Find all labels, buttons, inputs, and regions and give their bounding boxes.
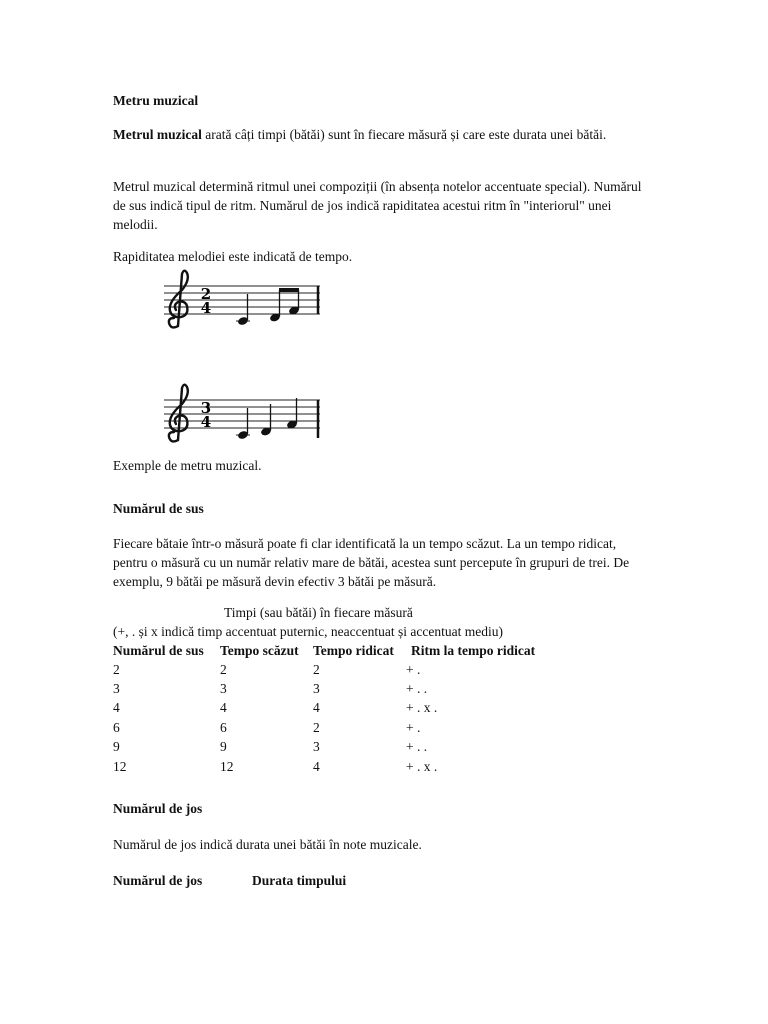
header-numarul-de-jos: Numărul de jos — [113, 873, 203, 888]
header-tempo-scazut: Tempo scăzut — [220, 643, 299, 658]
table-row — [113, 679, 573, 699]
paragraph-tempo-groups: Fiecare bătaie într-o măsură poate fi clar identificată la un tempo scăzut. La un tempo ridicat, pentru o măsură cu un număr relativ mare de bătăi, acestea sunt percepute în grupuri de trei. De exemplu, 9 bătăi pe măsură devin efectiv 3 bătăi pe măsură. — [113, 536, 630, 589]
cell: + . — [406, 720, 421, 735]
cell: 9 — [220, 739, 227, 754]
cell: 2 — [220, 662, 227, 677]
table-caption: Timpi (sau bătăi) în fiecare măsură — [224, 605, 413, 620]
paragraph-bottom-number: Numărul de jos indică durata unei bătăi în note muzicale. — [113, 837, 422, 852]
table-legend: (+, . și x indică timp accentuat puternic, neaccentuat și accentuat mediu) — [113, 624, 503, 639]
time-signature-top: 3 — [200, 399, 212, 417]
note-c-quarter — [236, 294, 250, 326]
table-row — [113, 737, 573, 757]
table-row — [113, 718, 573, 738]
page-title: Metru muzical — [113, 93, 199, 108]
cell: 4 — [113, 700, 120, 715]
note-d-eighth — [269, 290, 281, 323]
note-c-quarter — [236, 408, 250, 440]
cell: 3 — [313, 739, 320, 754]
cell: + . x . — [406, 700, 438, 715]
note-f-eighth — [288, 290, 300, 316]
header-ritm: Ritm la tempo ridicat — [411, 643, 536, 658]
section-heading-sus: Numărul de sus — [113, 501, 204, 516]
cell: 9 — [113, 739, 120, 754]
cell: 2 — [313, 662, 320, 677]
cell: + . . — [406, 739, 428, 754]
table-row — [113, 660, 573, 680]
staff-example-2-4 — [158, 268, 328, 338]
section-heading-jos: Numărul de jos — [113, 801, 203, 816]
paragraph-tempo: Rapiditatea melodiei este indicată de tempo. — [113, 249, 353, 264]
cell: 4 — [220, 700, 227, 715]
time-signature-bottom: 4 — [200, 413, 212, 431]
cell: 6 — [113, 720, 120, 735]
cell: 4 — [313, 759, 320, 774]
cell: 3 — [113, 681, 120, 696]
paragraph-meter-explanation: Metrul muzical determină ritmul unei compoziții (în absența notelor accentuate special). Numărul de sus indică tipul de ritm. Numărul de jos indică rapiditatea acestui ritm în "interiorul" unei melodii. — [113, 179, 642, 232]
table2-header — [113, 871, 573, 891]
cell: 12 — [113, 759, 127, 774]
note-d-quarter — [260, 404, 272, 437]
staff-example-3-4 — [158, 382, 328, 452]
header-numarul-de-sus: Numărul de sus — [113, 643, 204, 658]
cell: 2 — [113, 662, 120, 677]
cell: 3 — [220, 681, 227, 696]
cell: + . x . — [406, 759, 438, 774]
treble-clef-icon — [169, 385, 188, 442]
table-row — [113, 757, 573, 777]
time-signature-top: 2 — [200, 285, 212, 303]
cell: 2 — [313, 720, 320, 735]
header-durata-timpului: Durata timpului — [252, 873, 347, 888]
cell: + . — [406, 662, 421, 677]
table-header — [113, 641, 573, 661]
table-row — [113, 698, 573, 718]
header-tempo-ridicat: Tempo ridicat — [313, 643, 394, 658]
treble-clef-icon — [169, 271, 188, 328]
cell: 12 — [220, 759, 234, 774]
cell: 4 — [313, 700, 320, 715]
cell: 3 — [313, 681, 320, 696]
term-metrul-muzical: Metrul muzical — [113, 127, 202, 142]
cell: + . . — [406, 681, 428, 696]
cell: 6 — [220, 720, 227, 735]
definition-text: arată câți timpi (bătăi) sunt în fiecare măsură și care este durata unei bătăi. — [201, 127, 607, 142]
paragraph-definition — [113, 125, 653, 144]
time-signature-bottom: 4 — [200, 299, 212, 317]
examples-caption: Exemple de metru muzical. — [113, 458, 262, 473]
